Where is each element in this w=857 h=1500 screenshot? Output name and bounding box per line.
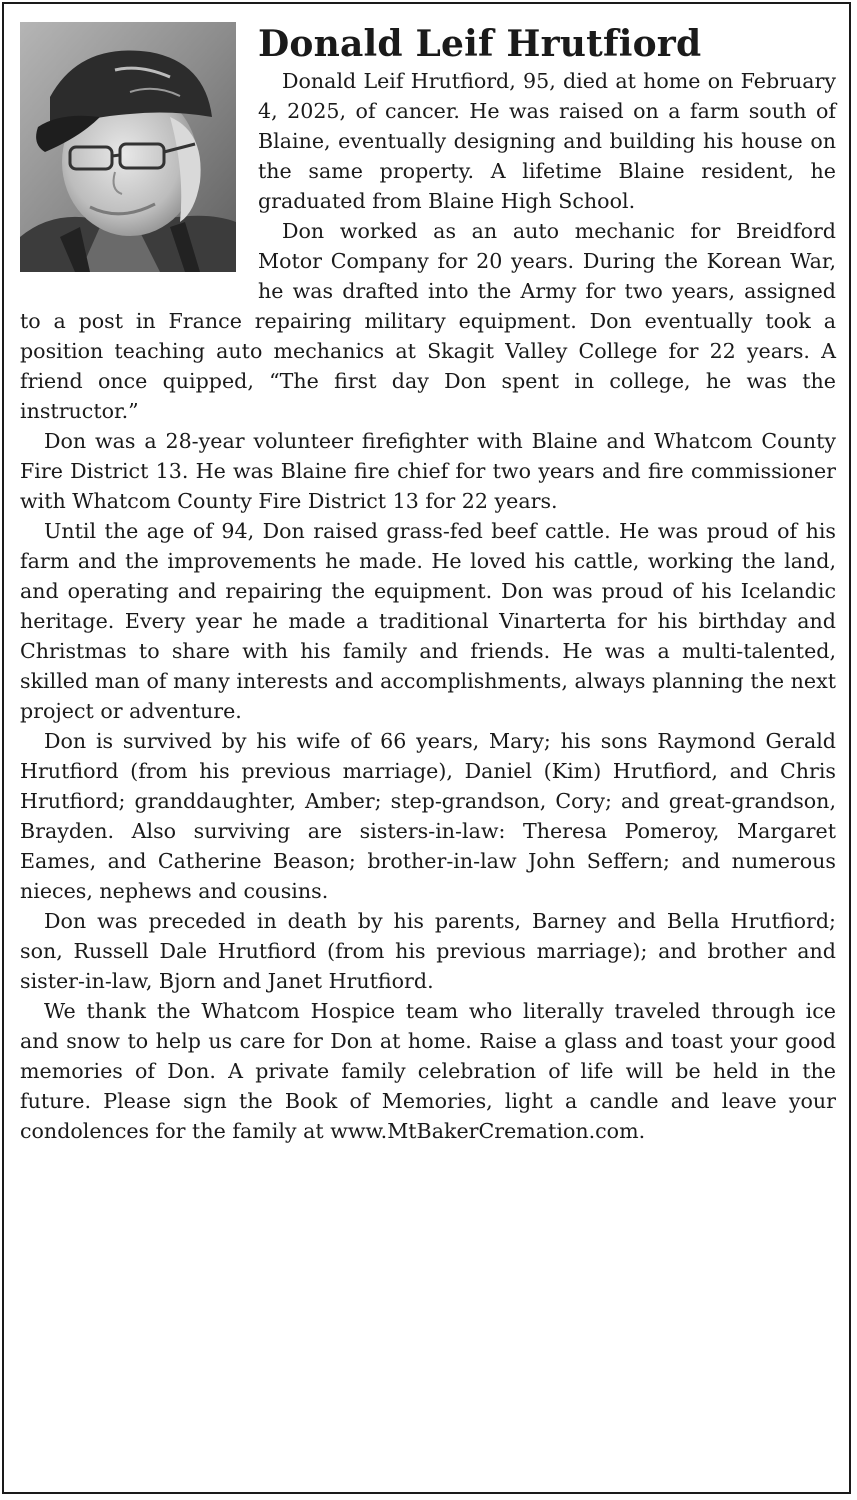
obituary-paragraph-1: Donald Leif Hrutfiord, 95, died at home on February 4, 2025, of cancer. He was raised on a farm south of Blaine, eventually designing and building his house on the same property. A lifetime Blaine resident, he graduated from Blaine High School. <box>258 69 836 213</box>
obituary-paragraph-7: We thank the Whatcom Hospice team who literally traveled through ice and snow to help us care for Don at home. Raise a glass and toast your good memories of Don. A private family celebration of life will be held in the future. Please sign the Book of Memories, light a candle and leave your condolences for the family at www.MtBakerCremation.com. <box>20 999 836 1143</box>
obituary-paragraph-6: Don was preceded in death by his parents, Barney and Bella Hrutfiord; son, Russell Dale Hrutfiord (from his previous marriage); and brother and sister-in-law, Bjorn and Janet Hrutfiord. <box>20 909 836 993</box>
obituary-paragraph-2: Don worked as an auto mechanic for Breidford Motor Company for 20 years. During the Korean War, he was drafted into the Army for two years, assigned to a post in France repairing military equipment. Don eventually took a position teaching auto mechanics at Skagit Valley College for 22 years. A friend once quipped, “The first day Don spent in college, he was the instructor.” <box>20 219 836 423</box>
obituary-paragraph-5: Don is survived by his wife of 66 years, Mary; his sons Raymond Gerald Hrutfiord (from his previous marriage), Daniel (Kim) Hrutfiord, and Chris Hrutfiord; granddaughter, Amber; step-grandson, Cory; and great-grandson, Brayden. Also surviving are sisters-in-law: Theresa Pomeroy, Margaret Eames, and Catherine Beason; brother-in-law John Seffern; and numerous nieces, nephews and cousins. <box>20 729 836 903</box>
obituary-content <box>20 22 836 1146</box>
obituary-title: Donald Leif Hrutfiord <box>258 23 702 65</box>
portrait-photo <box>20 22 236 272</box>
obituary-paragraph-3: Don was a 28-year volunteer firefighter with Blaine and Whatcom County Fire District 13. He was Blaine fire chief for two years and fire commissioner with Whatcom County Fire District 13 for 22 years. <box>20 429 836 513</box>
obituary-paragraph-4: Until the age of 94, Don raised grass-fed beef cattle. He was proud of his farm and the improvements he made. He loved his cattle, working the land, and operating and repairing the equipment. Don was proud of his Icelandic heritage. Every year he made a traditional Vinarterta for his birthday and Christmas to share with his family and friends. He was a multi-talented, skilled man of many interests and accomplishments, always planning the next project or adventure. <box>20 519 836 723</box>
